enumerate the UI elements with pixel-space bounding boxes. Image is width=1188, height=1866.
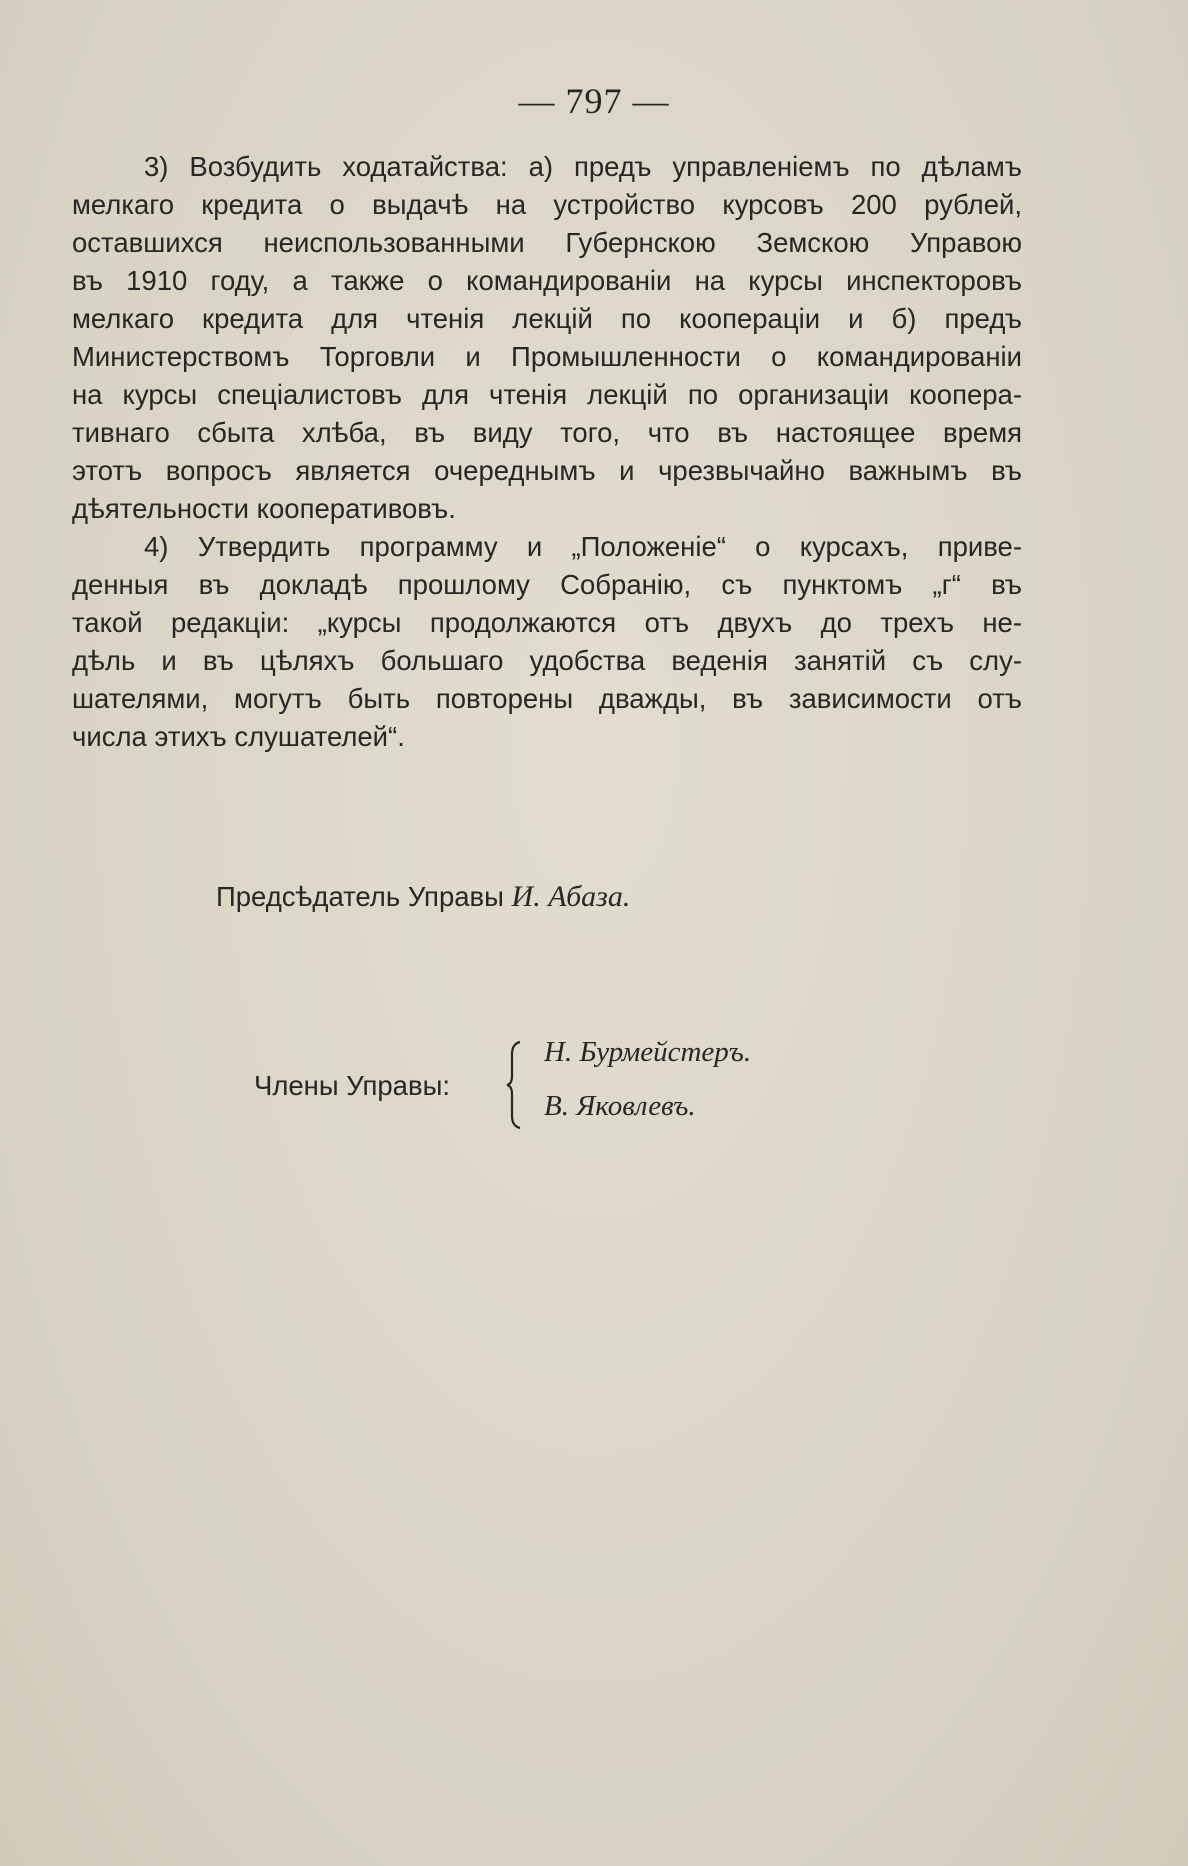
text-line: на курсы спеціалистовъ для чтенія лекцій по организаціи коопера- [72, 379, 1022, 410]
member-name: Н. Бурмейстеръ. [544, 1036, 752, 1068]
chairman-name: И. Абаза. [511, 880, 631, 913]
text-line: тивнаго сбыта хлѣба, въ виду того, что въ настоящее время [72, 417, 1022, 448]
text-line: 3) Возбудить ходатайства: а) предъ управленіемъ по дѣламъ [144, 151, 1022, 182]
text-line: дѣятельности кооперативовъ. [72, 493, 456, 524]
chairman-title: Предсѣдатель Управы [216, 881, 504, 912]
member-name: В. Яковлевъ. [544, 1090, 696, 1122]
body-text [72, 148, 1022, 756]
text-line: мелкаго кредита для чтенія лекцій по коопераціи и б) предъ [72, 303, 1022, 334]
text-line: этотъ вопросъ является очереднымъ и чрезвычайно важнымъ въ [72, 455, 1022, 486]
chairman-signature [216, 880, 630, 914]
paragraph-4 [72, 528, 1022, 756]
text-line: дѣль и въ цѣляхъ большаго удобства веденія занятій съ слу- [72, 645, 1022, 676]
paragraph-3 [72, 148, 1022, 528]
text-line: денныя въ докладѣ прошлому Собранію, съ пунктомъ „г“ въ [72, 569, 1022, 600]
text-line: числа этихъ слушателей“. [72, 721, 405, 752]
text-line: Министерствомъ Торговли и Промышленности о командированіи [72, 341, 1022, 372]
text-line: въ 1910 году, а также о командированіи на курсы инспекторовъ [72, 265, 1022, 296]
text-line: 4) Утвердить программу и „Положеніе“ о курсахъ, приве- [144, 531, 1022, 562]
text-line: оставшихся неиспользованными Губернскою Земскою Управою [72, 227, 1022, 258]
text-line: мелкаго кредита о выдачѣ на устройство курсовъ 200 рублей, [72, 189, 1022, 220]
text-line: такой редакціи: „курсы продолжаются отъ двухъ до трехъ не- [72, 607, 1022, 638]
members-label: Члены Управы: [254, 1070, 450, 1101]
text-line: шателями, могутъ быть повторены дважды, въ зависимости отъ [72, 683, 1022, 714]
page-number: — 797 — [518, 81, 670, 121]
curly-brace [506, 1040, 526, 1130]
